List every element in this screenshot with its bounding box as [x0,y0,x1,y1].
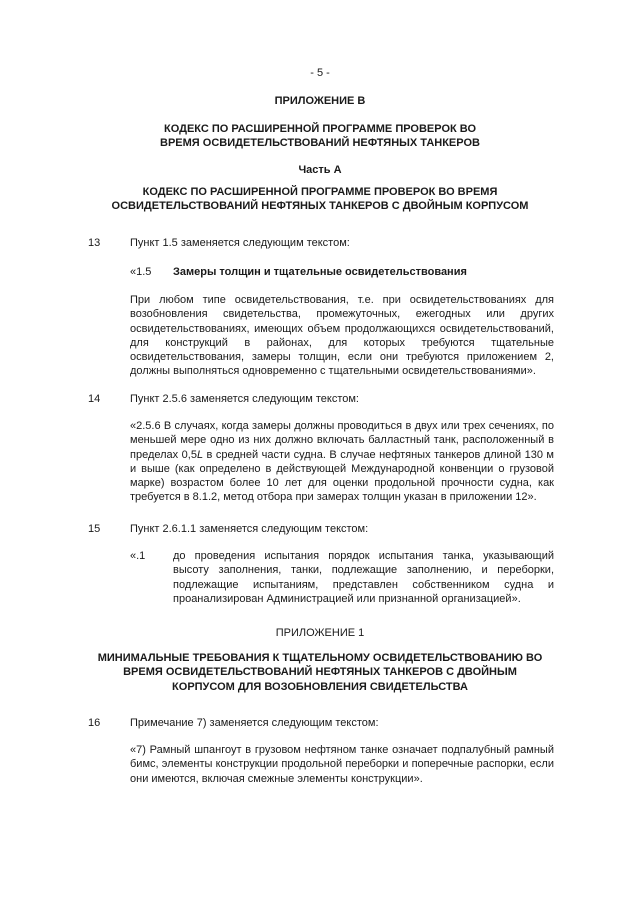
item-13-intro: Пункт 1.5 заменяется следующим текстом: [130,237,350,249]
page-number: - 5 - [310,67,330,79]
part-subtitle: КОДЕКС ПО РАСШИРЕННОЙ ПРОГРАММЕ ПРОВЕРОК ВО ВРЕМЯ ОСВИДЕТЕЛЬСТВОВАНИЙ НЕФТЯНЫХ ТАНКЕРОВ С ДВОЙНЫМ КОРПУСОМ [111,186,529,213]
item-16-intro: Примечание 7) заменяется следующим текстом: [130,717,379,729]
item-13-sub-label: «1.5 [130,266,152,278]
item-16-number: 16 [88,717,101,729]
item-14-intro: Пункт 2.5.6 заменяется следующим текстом: [130,393,359,405]
annex-1-heading: МИНИМАЛЬНЫЕ ТРЕБОВАНИЯ К ТЩАТЕЛЬНОМУ ОСВИДЕТЕЛЬСТВОВАНИЮ ВО ВРЕМЯ ОСВИДЕТЕЛЬСТВОВАНИЙ НЕФТЯНЫХ ТАНКЕРОВ С ДВОЙНЫМ КОРПУСОМ ДЛЯ ВОЗОБНОВЛЕНИЯ СВИДЕТЕЛЬСТВА [97,652,543,693]
item-15-number: 15 [88,523,101,535]
item-14-body [130,419,554,505]
code-title: КОДЕКС ПО РАСШИРЕННОЙ ПРОГРАММЕ ПРОВЕРОК ВО ВРЕМЯ ОСВИДЕТЕЛЬСТВОВАНИЙ НЕФТЯНЫХ ТАНКЕРОВ [160,123,480,150]
annex-b-title: ПРИЛОЖЕНИЕ B [274,95,366,107]
item-15-body: до проведения испытания порядок испытания танка, указывающий высоту заполнения, танки, подлежащие заполнению, и переборки, подлежащие испытаниям, представлен собственником судна и проанализирован Администрацией или признанной организацией». [173,550,554,605]
item-15-intro: Пункт 2.6.1.1 заменяется следующим текстом: [130,523,369,535]
item-16-body: «7) Рамный шпангоут в грузовом нефтяном танке означает подпалубный рамный бимс, элементы конструкции продольной переборки и поперечные распорки, если они имеются, включая смежные элементы конструкции». [130,744,554,785]
item-15-sub-label: «.1 [130,550,146,562]
annex-1-title: ПРИЛОЖЕНИЕ 1 [275,627,365,639]
item-14-body-part2: в средней части судна. В случае нефтяных танкеров длиной 130 м и выше (как определено в действующей Международной конвенции о грузовой марке) возрастом более 10 лет для оценки продольной прочности судна, как требуется в 8.1.2, метод отбора при замерах толщин указан в приложении 12». [130,448,554,504]
item-14-body-part1: «2.5.6 В случаях, когда замеры должны проводиться в двух или трех сечениях, по меньшей мере одно из них должно включать балластный танк, расположенный в пределах 0,5 [130,420,554,461]
item-13-body: При любом типе освидетельствования, т.е. при освидетельствованиях для возобновления свидетельства, промежуточных, ежегодных или других освидетельствованиях, имеющих объем продолжающихся освидетельствований, для конструкций в районах, для которых требуются тщательные освидетельствования, замеры толщин, если они требуются приложением 2, должны выполняться одновременно с тщательными освидетельствованиями». [130,294,554,378]
item-14-body-italic: L [196,448,204,461]
item-13-sub-heading: Замеры толщин и тщательные освидетельствования [173,266,467,278]
item-14-number: 14 [88,393,101,405]
part-title: Часть А [298,164,342,176]
item-13-number: 13 [88,237,101,249]
